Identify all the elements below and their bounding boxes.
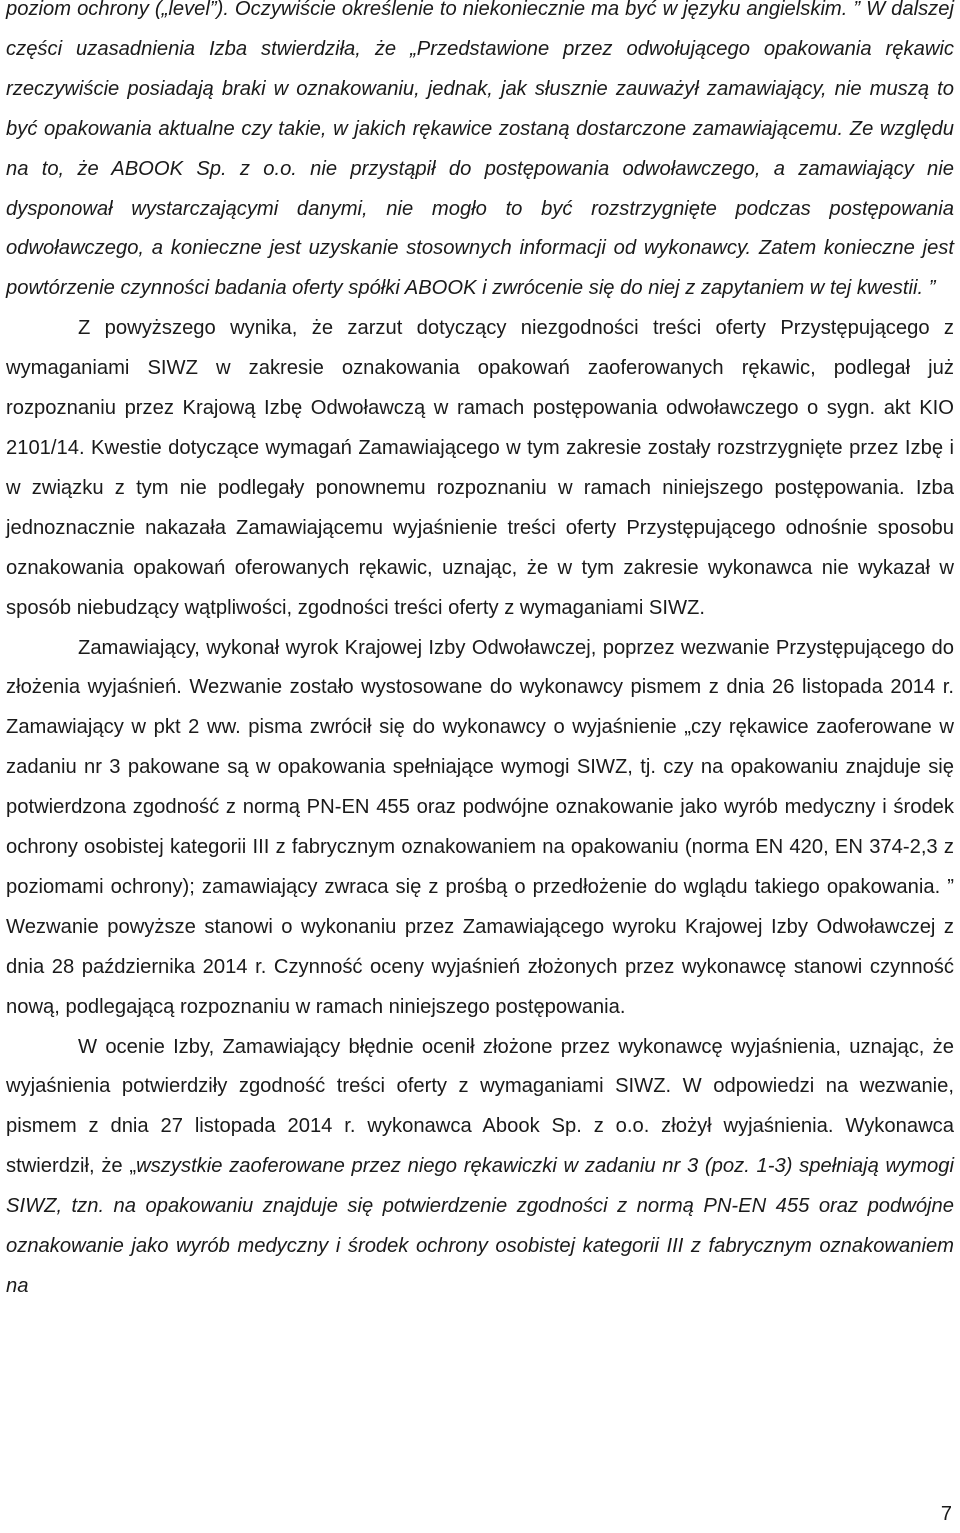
page-number: 7	[940, 1503, 952, 1525]
paragraph-text: W ocenie Izby, Zamawiający błędnie ocenił złożone przez wykonawcę wyjaśnienia, uznając, że wyjaśnienia potwierdziły zgodność treści oferty z wymaganiami SIWZ. W odpowiedzi na wezwanie, pismem z dnia 27 listopada 2014 r. wykonawca Abook Sp. z o.o. złożył wyjaśnienia. Wykonawca stwierdził, że „	[6, 1035, 954, 1178]
paragraph-summons	[6, 629, 954, 1028]
paragraph-quote-continuation	[6, 0, 954, 309]
paragraph-assessment	[6, 1028, 954, 1307]
paragraph-text: Zamawiający, wykonał wyrok Krajowej Izby Odwoławczej, poprzez wezwanie Przystępującego do złożenia wyjaśnień. Wezwanie zostało wystosowane do wykonawcy pismem z dnia 26 listopada 2014 r. Zamawiający w pkt 2 ww. pisma zwrócił się do wykonawcy o wyjaśnienie „czy rękawice zaoferowane w zadaniu nr 3 pakowane są w opakowania spełniające wymogi SIWZ, tj. czy na opakowaniu znajduje się potwierdzona zgodność z normą PN-EN 455 oraz podwójne oznakowanie jako wyrób medyczny i środek ochrony osobistej kategorii III z fabrycznym oznakowaniem na opakowaniu (norma EN 420, EN 374-2,3 z poziomami ochrony); zamawiający zwraca się z prośbą o przedłożenie do wglądu takiego opakowania. ” Wezwanie powyższe stanowi o wykonaniu przez Zamawiającego wyroku Krajowej Izby Odwoławczej z dnia 28 października 2014 r. Czynność oceny wyjaśnień złożonych przez wykonawcę stanowi czynność nową, podlegającą rozpoznaniu w ramach niniejszego postępowania.	[6, 636, 954, 1018]
paragraph-text: Z powyższego wynika, że zarzut dotyczący niezgodności treści oferty Przystępującego z wymaganiami SIWZ w zakresie oznakowania opakowań zaoferowanych rękawic, podlegał już rozpoznaniu przez Krajową Izbę Odwoławczą w ramach postępowania odwoławczego o sygn. akt KIO 2101/14. Kwestie dotyczące wymagań Zamawiającego w tym zakresie zostały rozstrzygnięte przez Izbę i w związku z tym nie podlegały ponownemu rozpoznaniu w ramach niniejszego postępowania. Izba jednoznacznie nakazała Zamawiającemu wyjaśnienie treści oferty Przystępującego odnośnie sposobu oznakowania opakowań oferowanych rękawic, uznając, że w tym zakresie wykonawca nie wykazał w sposób niebudzący wątpliwości, zgodności treści oferty z wymaganiami SIWZ.	[6, 317, 954, 619]
quoted-text: poziom ochrony („level”). Oczywiście określenie to niekoniecznie ma być w języku angielskim. ” W dalszej części uzasadnienia Izba stwierdziła, że „Przedstawione przez odwołującego opakowania rękawic rzeczywiście posiadają braki w oznakowaniu, jednak, jak słusznie zauważył zamawiający, nie muszą to być opakowania aktualne czy takie, w jakich rękawice zostaną dostarczone zamawiającemu. Ze względu na to, że ABOOK Sp. z o.o. nie przystąpił do postępowania odwoławczego, a zamawiający nie dysponował wystarczającymi danymi, nie mogło to być rozstrzygnięte podczas postępowania odwoławczego, a konieczne jest uzyskanie stosownych informacji od wykonawcy. Zatem konieczne jest powtórzenie czynności badania oferty spółki ABOOK i zwrócenie się do niej z zapytaniem w tej kwestii. ”	[6, 0, 954, 300]
quoted-text: wszystkie zaoferowane przez niego rękawiczki w zadaniu nr 3 (poz. 1-3) spełniają wymogi SIWZ, tzn. na opakowaniu znajduje się potwierdzenie zgodności z normą PN-EN 455 oraz podwójne oznakowanie jako wyrób medyczny i środek ochrony osobistej kategorii III z fabrycznym oznakowaniem na	[6, 1155, 954, 1297]
paragraph-prior-ruling	[6, 309, 954, 628]
body-text	[6, 0, 954, 1307]
